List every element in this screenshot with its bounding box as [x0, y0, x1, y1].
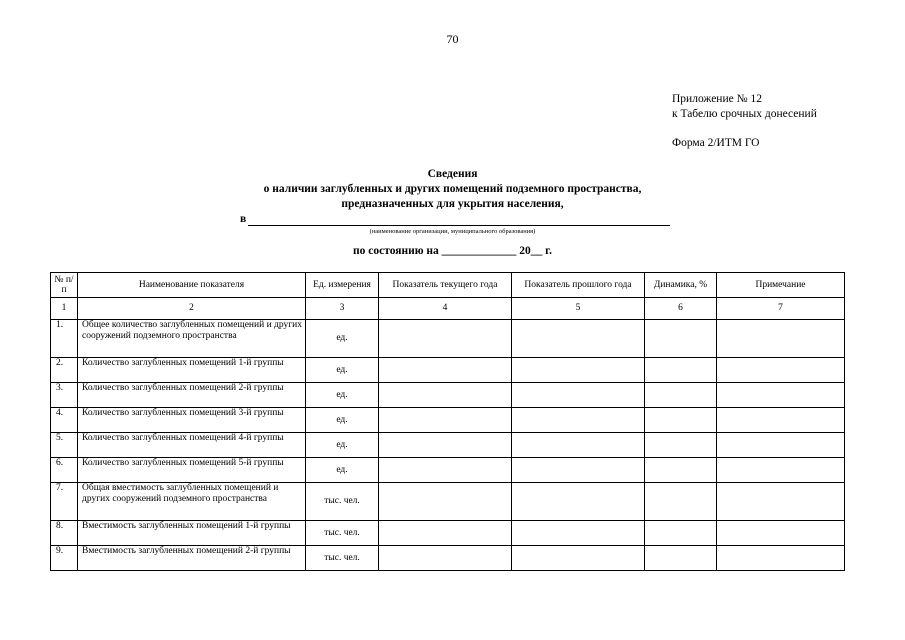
note-cell	[717, 521, 845, 546]
indicator-name: Количество заглубленных помещений 5-й группы	[78, 458, 306, 483]
organization-hint: (наименование организации, муниципального образования)	[369, 228, 536, 235]
document-title	[0, 167, 905, 212]
title-line-3: предназначенных для укрытия населения,	[341, 198, 564, 210]
header-name: Наименование показателя	[78, 273, 306, 298]
header-current-year: Показатель текущего года	[379, 273, 512, 298]
dynamics-cell	[645, 483, 717, 521]
table-row	[51, 483, 845, 521]
dynamics-cell	[645, 521, 717, 546]
organization-prefix: в	[240, 213, 247, 225]
header-note: Примечание	[717, 273, 845, 298]
indicator-name: Вместимость заглубленных помещений 1-й группы	[78, 521, 306, 546]
title-line-2: о наличии заглубленных и других помещений подземного пространства,	[263, 183, 642, 195]
table-row	[51, 433, 845, 458]
table-row	[51, 408, 845, 433]
current-year-value-cell	[379, 546, 512, 571]
row-number: 8.	[51, 521, 78, 546]
note-cell	[717, 433, 845, 458]
row-number: 3.	[51, 383, 78, 408]
column-number: 1	[51, 298, 78, 320]
current-year-value-cell	[379, 320, 512, 358]
current-year-value-cell	[379, 458, 512, 483]
indicator-name: Количество заглубленных помещений 4-й группы	[78, 433, 306, 458]
row-number: 5.	[51, 433, 78, 458]
indicator-name: Количество заглубленных помещений 3-й группы	[78, 408, 306, 433]
indicators-table	[50, 272, 845, 571]
note-cell	[717, 408, 845, 433]
current-year-value-cell	[379, 521, 512, 546]
dynamics-cell	[645, 408, 717, 433]
unit-of-measure: тыс. чел.	[306, 483, 379, 521]
form-name: Форма 2/ИТМ ГО	[672, 137, 760, 149]
unit-of-measure: тыс. чел.	[306, 546, 379, 571]
previous-year-value-cell	[512, 521, 645, 546]
previous-year-value-cell	[512, 433, 645, 458]
previous-year-value-cell	[512, 458, 645, 483]
row-number: 2.	[51, 358, 78, 383]
column-number: 4	[379, 298, 512, 320]
note-cell	[717, 383, 845, 408]
note-cell	[717, 358, 845, 383]
unit-of-measure: ед.	[306, 458, 379, 483]
indicator-name: Общее количество заглубленных помещений и других сооружений подземного пространства	[78, 320, 306, 358]
dynamics-cell	[645, 458, 717, 483]
indicator-name: Общая вместимость заглубленных помещений и других сооружений подземного пространства	[78, 483, 306, 521]
unit-of-measure: ед.	[306, 320, 379, 358]
header-dynamics: Динамика, %	[645, 273, 717, 298]
column-number: 3	[306, 298, 379, 320]
appendix-line-1: Приложение № 12	[672, 93, 762, 105]
indicator-name: Количество заглубленных помещений 2-й группы	[78, 383, 306, 408]
current-year-value-cell	[379, 408, 512, 433]
row-number: 9.	[51, 546, 78, 571]
table-row	[51, 358, 845, 383]
organization-underline	[248, 225, 670, 226]
table-row	[51, 383, 845, 408]
previous-year-value-cell	[512, 383, 645, 408]
table-row	[51, 546, 845, 571]
note-cell	[717, 546, 845, 571]
indicator-name: Количество заглубленных помещений 1-й группы	[78, 358, 306, 383]
page-number: 70	[446, 32, 459, 46]
current-year-value-cell	[379, 433, 512, 458]
row-number: 4.	[51, 408, 78, 433]
organization-line	[240, 213, 670, 227]
table-header-row	[51, 273, 845, 298]
dynamics-cell	[645, 433, 717, 458]
dynamics-cell	[645, 383, 717, 408]
row-number: 7.	[51, 483, 78, 521]
appendix-line-2: к Табелю срочных донесений	[672, 108, 817, 120]
note-cell	[717, 458, 845, 483]
table-row	[51, 320, 845, 358]
unit-of-measure: ед.	[306, 433, 379, 458]
row-number: 1.	[51, 320, 78, 358]
header-unit: Ед. измерения	[306, 273, 379, 298]
note-cell	[717, 483, 845, 521]
header-previous-year: Показатель прошлого года	[512, 273, 645, 298]
column-number: 2	[78, 298, 306, 320]
table-row	[51, 458, 845, 483]
appendix-note	[672, 92, 817, 122]
dynamics-cell	[645, 320, 717, 358]
header-no: № п/п	[51, 273, 78, 298]
indicator-name: Вместимость заглубленных помещений 2-й группы	[78, 546, 306, 571]
unit-of-measure: ед.	[306, 383, 379, 408]
current-year-value-cell	[379, 358, 512, 383]
dynamics-cell	[645, 546, 717, 571]
current-year-value-cell	[379, 483, 512, 521]
column-number-row	[51, 298, 845, 320]
report-date-line: по состоянию на _____________ 20__ г.	[353, 245, 552, 257]
title-line-1: Сведения	[427, 168, 478, 180]
note-cell	[717, 320, 845, 358]
previous-year-value-cell	[512, 408, 645, 433]
previous-year-value-cell	[512, 483, 645, 521]
column-number: 5	[512, 298, 645, 320]
row-number: 6.	[51, 458, 78, 483]
unit-of-measure: ед.	[306, 408, 379, 433]
previous-year-value-cell	[512, 358, 645, 383]
column-number: 7	[717, 298, 845, 320]
column-number: 6	[645, 298, 717, 320]
unit-of-measure: ед.	[306, 358, 379, 383]
previous-year-value-cell	[512, 320, 645, 358]
unit-of-measure: тыс. чел.	[306, 521, 379, 546]
current-year-value-cell	[379, 383, 512, 408]
dynamics-cell	[645, 358, 717, 383]
table-row	[51, 521, 845, 546]
previous-year-value-cell	[512, 546, 645, 571]
